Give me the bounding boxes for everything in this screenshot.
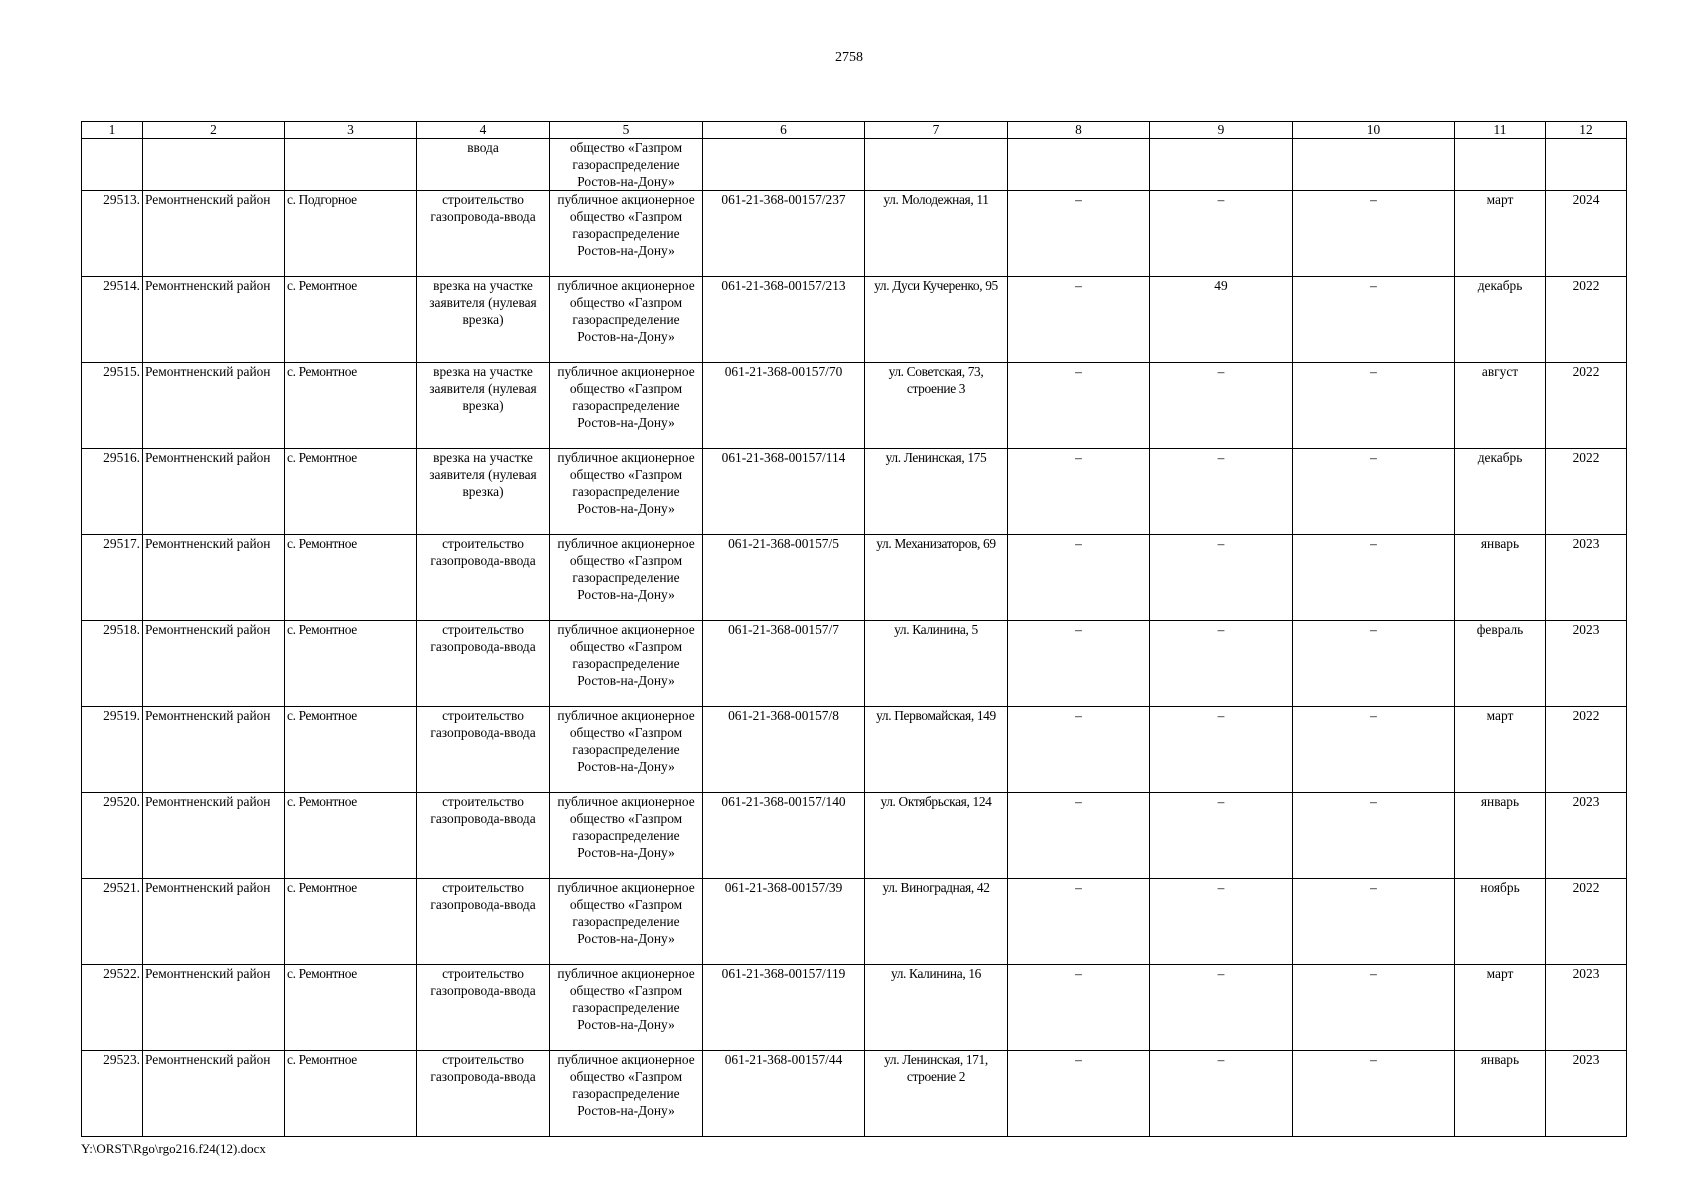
cell-registration-code: 061-21-368-00157/140	[703, 793, 865, 879]
cell-col10: –	[1293, 277, 1455, 363]
column-number-header: 11	[1455, 122, 1546, 139]
cell-organization: публичное акционерное общество «Газпром газораспределение Ростов-на-Дону»	[550, 707, 703, 793]
cell-district: Ремонтненский район	[143, 363, 285, 449]
cell-col10: –	[1293, 363, 1455, 449]
cell-row-number: 29519.	[82, 707, 143, 793]
cell-district: Ремонтненский район	[143, 191, 285, 277]
cell-month: март	[1455, 191, 1546, 277]
cell-year: 2023	[1546, 1051, 1627, 1137]
cell-district: Ремонтненский район	[143, 449, 285, 535]
cell-address: ул. Советская, 73, строение 3	[865, 363, 1008, 449]
cell-address: ул. Ленинская, 171, строение 2	[865, 1051, 1008, 1137]
cell-work-type: строительство газопровода-ввода	[417, 1051, 550, 1137]
cell-col2	[143, 139, 285, 191]
registry-table	[81, 121, 1627, 1137]
cell-work-type: ввода	[417, 139, 550, 191]
cell-col9: –	[1150, 449, 1293, 535]
cell-settlement: с. Ремонтное	[285, 879, 417, 965]
cell-month: декабрь	[1455, 277, 1546, 363]
cell-work-type: строительство газопровода-ввода	[417, 965, 550, 1051]
cell-year: 2023	[1546, 621, 1627, 707]
cell-address: ул. Ленинская, 175	[865, 449, 1008, 535]
cell-col9	[1150, 139, 1293, 191]
cell-row-number: 29517.	[82, 535, 143, 621]
cell-work-type: строительство газопровода-ввода	[417, 191, 550, 277]
cell-work-type: врезка на участке заявителя (нулевая врезка)	[417, 363, 550, 449]
cell-registration-code: 061-21-368-00157/114	[703, 449, 865, 535]
cell-organization: общество «Газпром газораспределение Ростов-на-Дону»	[550, 139, 703, 191]
cell-month: декабрь	[1455, 449, 1546, 535]
cell-col9: –	[1150, 793, 1293, 879]
cell-settlement: с. Ремонтное	[285, 277, 417, 363]
cell-year: 2023	[1546, 965, 1627, 1051]
cell-col8: –	[1008, 1051, 1150, 1137]
column-number-header: 12	[1546, 122, 1627, 139]
cell-settlement: с. Ремонтное	[285, 1051, 417, 1137]
cell-organization: публичное акционерное общество «Газпром газораспределение Ростов-на-Дону»	[550, 277, 703, 363]
table-row	[82, 191, 1627, 277]
cell-col8: –	[1008, 793, 1150, 879]
cell-col8: –	[1008, 363, 1150, 449]
cell-organization: публичное акционерное общество «Газпром газораспределение Ростов-на-Дону»	[550, 363, 703, 449]
table-row	[82, 535, 1627, 621]
cell-month: март	[1455, 965, 1546, 1051]
cell-year: 2022	[1546, 449, 1627, 535]
cell-month: январь	[1455, 1051, 1546, 1137]
cell-address: ул. Виноградная, 42	[865, 879, 1008, 965]
cell-organization: публичное акционерное общество «Газпром газораспределение Ростов-на-Дону»	[550, 793, 703, 879]
cell-col9: –	[1150, 535, 1293, 621]
column-number-header: 8	[1008, 122, 1150, 139]
cell-col10: –	[1293, 879, 1455, 965]
cell-district: Ремонтненский район	[143, 621, 285, 707]
cell-organization: публичное акционерное общество «Газпром газораспределение Ростов-на-Дону»	[550, 621, 703, 707]
cell-col10	[1293, 139, 1455, 191]
cell-address: ул. Калинина, 16	[865, 965, 1008, 1051]
cell-col6	[703, 139, 865, 191]
cell-month: январь	[1455, 535, 1546, 621]
cell-month: февраль	[1455, 621, 1546, 707]
cell-year: 2022	[1546, 277, 1627, 363]
cell-row-number: 29518.	[82, 621, 143, 707]
column-number-header: 3	[285, 122, 417, 139]
cell-registration-code: 061-21-368-00157/237	[703, 191, 865, 277]
cell-work-type: врезка на участке заявителя (нулевая врезка)	[417, 449, 550, 535]
cell-col10: –	[1293, 707, 1455, 793]
table-header	[82, 122, 1627, 139]
table-row	[82, 621, 1627, 707]
cell-settlement: с. Ремонтное	[285, 621, 417, 707]
cell-organization: публичное акционерное общество «Газпром газораспределение Ростов-на-Дону»	[550, 191, 703, 277]
cell-work-type: строительство газопровода-ввода	[417, 535, 550, 621]
cell-settlement: с. Ремонтное	[285, 363, 417, 449]
cell-settlement: с. Ремонтное	[285, 707, 417, 793]
cell-col8: –	[1008, 965, 1150, 1051]
cell-col10: –	[1293, 965, 1455, 1051]
table-row	[82, 793, 1627, 879]
column-number-header: 9	[1150, 122, 1293, 139]
cell-organization: публичное акционерное общество «Газпром газораспределение Ростов-на-Дону»	[550, 1051, 703, 1137]
cell-month: ноябрь	[1455, 879, 1546, 965]
table-body	[82, 139, 1627, 1137]
cell-registration-code: 061-21-368-00157/5	[703, 535, 865, 621]
column-number-header: 2	[143, 122, 285, 139]
cell-address: ул. Дуси Кучеренко, 95	[865, 277, 1008, 363]
cell-organization: публичное акционерное общество «Газпром газораспределение Ростов-на-Дону»	[550, 449, 703, 535]
cell-row-number: 29520.	[82, 793, 143, 879]
cell-month: август	[1455, 363, 1546, 449]
cell-work-type: строительство газопровода-ввода	[417, 707, 550, 793]
cell-col9: 49	[1150, 277, 1293, 363]
cell-address: ул. Первомайская, 149	[865, 707, 1008, 793]
cell-year: 2022	[1546, 707, 1627, 793]
cell-district: Ремонтненский район	[143, 277, 285, 363]
cell-work-type: строительство газопровода-ввода	[417, 879, 550, 965]
column-number-header: 5	[550, 122, 703, 139]
cell-col9: –	[1150, 707, 1293, 793]
cell-year: 2024	[1546, 191, 1627, 277]
cell-col10: –	[1293, 1051, 1455, 1137]
cell-work-type: строительство газопровода-ввода	[417, 621, 550, 707]
cell-col8: –	[1008, 535, 1150, 621]
cell-col12	[1546, 139, 1627, 191]
cell-row-number: 29515.	[82, 363, 143, 449]
cell-district: Ремонтненский район	[143, 965, 285, 1051]
cell-col9: –	[1150, 363, 1293, 449]
cell-col8	[1008, 139, 1150, 191]
cell-district: Ремонтненский район	[143, 1051, 285, 1137]
cell-registration-code: 061-21-368-00157/39	[703, 879, 865, 965]
cell-row-number: 29522.	[82, 965, 143, 1051]
cell-row-number: 29521.	[82, 879, 143, 965]
cell-registration-code: 061-21-368-00157/44	[703, 1051, 865, 1137]
cell-district: Ремонтненский район	[143, 535, 285, 621]
cell-settlement: с. Ремонтное	[285, 449, 417, 535]
cell-registration-code: 061-21-368-00157/8	[703, 707, 865, 793]
cell-col1	[82, 139, 143, 191]
cell-address: ул. Молодежная, 11	[865, 191, 1008, 277]
cell-month: март	[1455, 707, 1546, 793]
cell-address: ул. Октябрьская, 124	[865, 793, 1008, 879]
footer-file-path: Y:\ORST\Rgo\rgo216.f24(12).docx	[81, 1141, 266, 1156]
cell-col8: –	[1008, 707, 1150, 793]
table-row	[82, 363, 1627, 449]
table-row	[82, 277, 1627, 363]
cell-col10: –	[1293, 191, 1455, 277]
cell-row-number: 29514.	[82, 277, 143, 363]
cell-col8: –	[1008, 879, 1150, 965]
cell-settlement: с. Ремонтное	[285, 793, 417, 879]
cell-settlement: с. Ремонтное	[285, 535, 417, 621]
cell-address: ул. Механизаторов, 69	[865, 535, 1008, 621]
cell-district: Ремонтненский район	[143, 707, 285, 793]
cell-registration-code: 061-21-368-00157/119	[703, 965, 865, 1051]
cell-organization: публичное акционерное общество «Газпром газораспределение Ростов-на-Дону»	[550, 535, 703, 621]
cell-year: 2022	[1546, 879, 1627, 965]
cell-year: 2023	[1546, 793, 1627, 879]
cell-district: Ремонтненский район	[143, 793, 285, 879]
cell-year: 2022	[1546, 363, 1627, 449]
continuation-row	[82, 139, 1627, 191]
cell-col9: –	[1150, 879, 1293, 965]
page-number: 2758	[835, 50, 863, 65]
table-row	[82, 879, 1627, 965]
cell-col10: –	[1293, 449, 1455, 535]
cell-col10: –	[1293, 621, 1455, 707]
cell-col9: –	[1150, 191, 1293, 277]
cell-col3	[285, 139, 417, 191]
cell-registration-code: 061-21-368-00157/7	[703, 621, 865, 707]
cell-col7	[865, 139, 1008, 191]
column-number-row	[82, 122, 1627, 139]
cell-row-number: 29516.	[82, 449, 143, 535]
cell-registration-code: 061-21-368-00157/213	[703, 277, 865, 363]
cell-col8: –	[1008, 621, 1150, 707]
table-row	[82, 707, 1627, 793]
column-number-header: 10	[1293, 122, 1455, 139]
column-number-header: 6	[703, 122, 865, 139]
cell-row-number: 29513.	[82, 191, 143, 277]
column-number-header: 1	[82, 122, 143, 139]
column-number-header: 4	[417, 122, 550, 139]
column-number-header: 7	[865, 122, 1008, 139]
table-row	[82, 1051, 1627, 1137]
cell-col9: –	[1150, 965, 1293, 1051]
cell-col10: –	[1293, 793, 1455, 879]
cell-month: январь	[1455, 793, 1546, 879]
cell-col8: –	[1008, 277, 1150, 363]
cell-address: ул. Калинина, 5	[865, 621, 1008, 707]
cell-col9: –	[1150, 1051, 1293, 1137]
cell-col10: –	[1293, 535, 1455, 621]
table-row	[82, 449, 1627, 535]
cell-row-number: 29523.	[82, 1051, 143, 1137]
cell-col11	[1455, 139, 1546, 191]
cell-settlement: с. Подгорное	[285, 191, 417, 277]
cell-work-type: врезка на участке заявителя (нулевая врезка)	[417, 277, 550, 363]
cell-settlement: с. Ремонтное	[285, 965, 417, 1051]
cell-organization: публичное акционерное общество «Газпром газораспределение Ростов-на-Дону»	[550, 879, 703, 965]
cell-organization: публичное акционерное общество «Газпром газораспределение Ростов-на-Дону»	[550, 965, 703, 1051]
cell-col9: –	[1150, 621, 1293, 707]
cell-year: 2023	[1546, 535, 1627, 621]
cell-district: Ремонтненский район	[143, 879, 285, 965]
table-row	[82, 965, 1627, 1051]
cell-work-type: строительство газопровода-ввода	[417, 793, 550, 879]
cell-col8: –	[1008, 191, 1150, 277]
cell-col8: –	[1008, 449, 1150, 535]
cell-registration-code: 061-21-368-00157/70	[703, 363, 865, 449]
